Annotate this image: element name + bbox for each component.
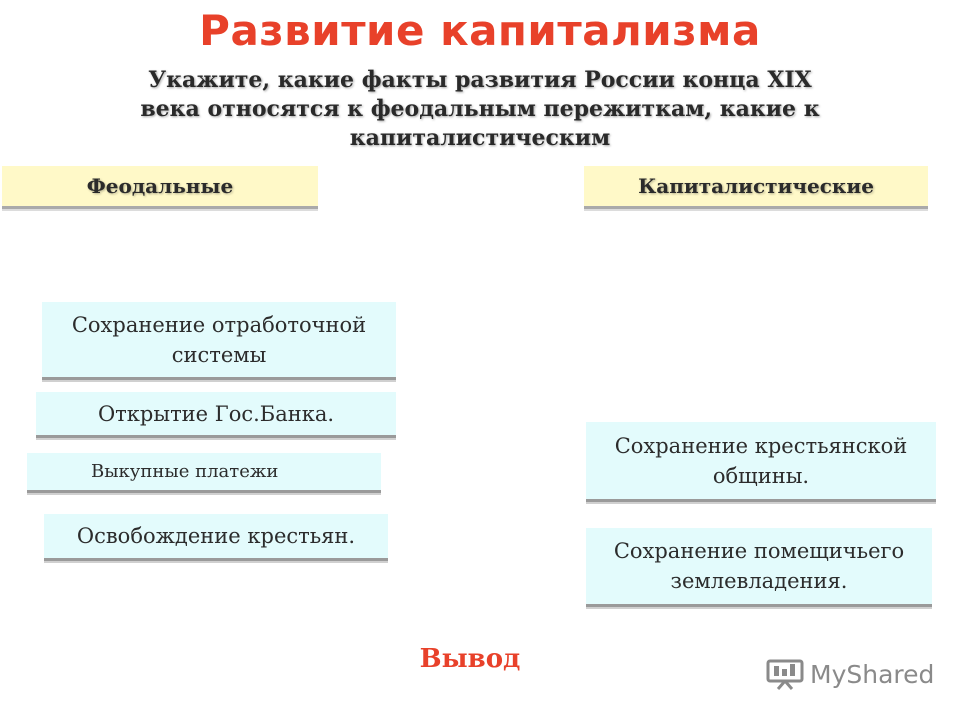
fact-card-pomeshchichye[interactable]: Сохранение помещичьего землевладения. bbox=[586, 528, 932, 607]
slide-subtitle: Укажите, какие факты развития России конца XIX века относятся к феодальным пережиткам, какие к капиталистическим bbox=[140, 67, 820, 151]
presentation-board-icon bbox=[766, 658, 804, 690]
fact-card-otrabotka[interactable]: Сохранение отработочной системы bbox=[42, 302, 396, 380]
logo-text: MyShared bbox=[810, 659, 935, 689]
conclusion-link[interactable]: Вывод bbox=[419, 644, 521, 674]
fact-card-osvobozhdenie[interactable]: Освобождение крестьян. bbox=[44, 514, 388, 561]
fact-card-gosbank[interactable]: Открытие Гос.Банка. bbox=[36, 392, 396, 438]
fact-card-vykupnye-platezhi[interactable]: Выкупные платежи bbox=[27, 453, 381, 493]
feudal-column-header[interactable]: Феодальные bbox=[2, 166, 318, 209]
capitalist-column-header[interactable]: Капиталистические bbox=[584, 166, 928, 209]
slide-title: Развитие капитализма bbox=[199, 6, 761, 55]
fact-card-obshchina[interactable]: Сохранение крестьянской общины. bbox=[586, 422, 936, 502]
myshared-logo bbox=[766, 656, 934, 692]
